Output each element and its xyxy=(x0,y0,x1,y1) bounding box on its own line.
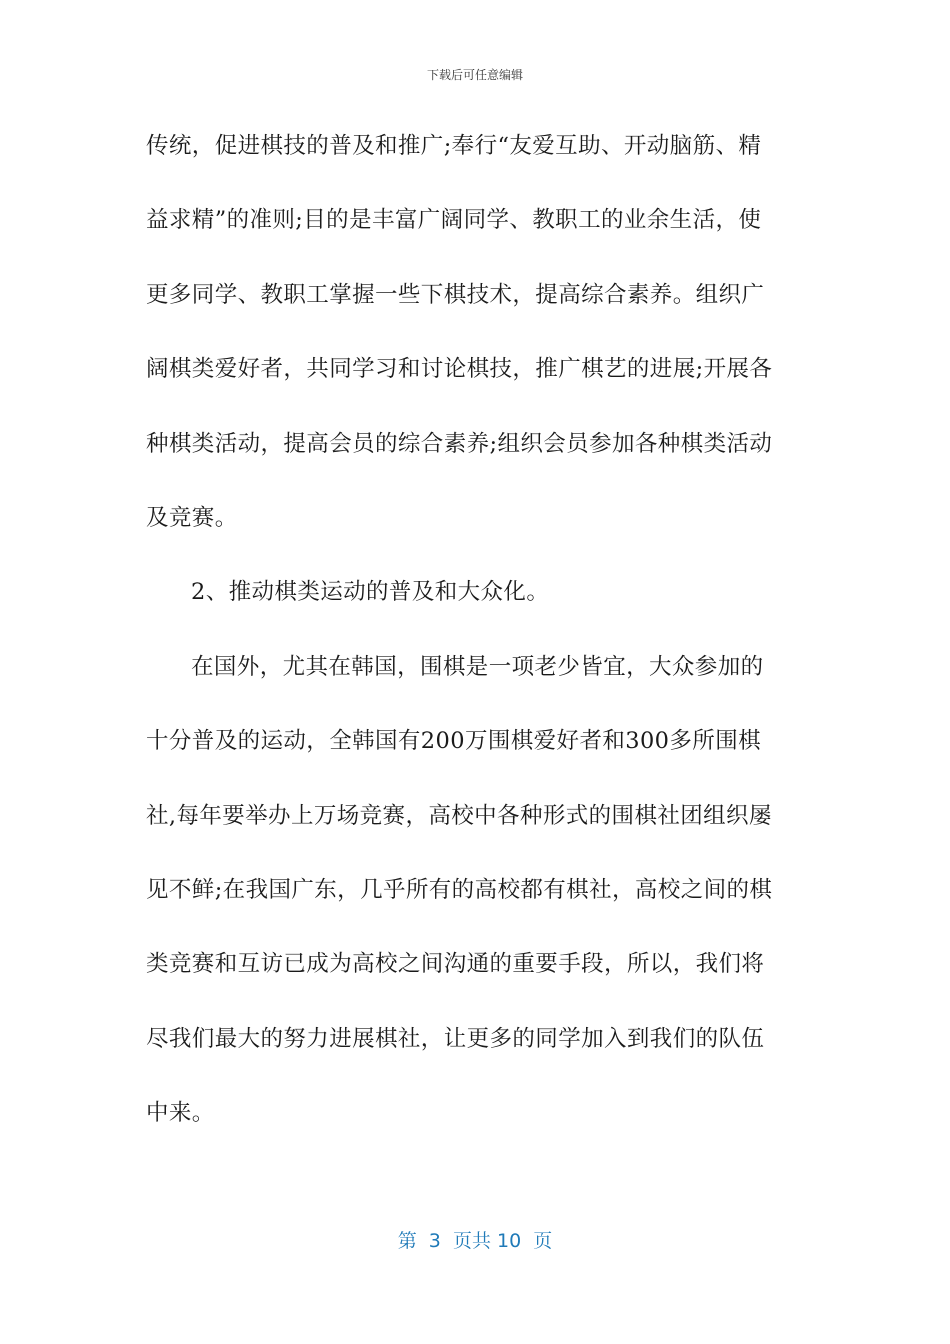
text-line: 种棋类活动，提高会员的综合素养;组织会员参加各种棋类活动 xyxy=(146,430,773,457)
text-line: 十分普及的运动，全韩国有200万围棋爱好者和300多所围棋 xyxy=(146,728,761,755)
text-line: 益求精”的准则;目的是丰富广阔同学、教职工的业余生活，使 xyxy=(146,207,762,234)
text-line: 阔棋类爱好者，共同学习和讨论棋技，推广棋艺的进展;开展各 xyxy=(146,356,773,383)
text-line: 类竞赛和互访已成为高校之间沟通的重要手段，所以，我们将 xyxy=(146,951,765,978)
section-heading: 2、推动棋类运动的普及和大众化。 xyxy=(191,579,550,606)
text-line: 尽我们最大的努力进展棋社，让更多的同学加入到我们的队伍 xyxy=(146,1025,765,1052)
text-line: 见不鲜;在我国广东，几乎所有的高校都有棋社，高校之间的棋 xyxy=(146,876,773,903)
text-line: 社,每年要举办上万场竞赛，高校中各种形式的围棋社团组织屡 xyxy=(146,802,772,829)
text-line: 及竞赛。 xyxy=(146,504,238,531)
document-body xyxy=(146,124,806,1165)
text-line: 传统，促进棋技的普及和推广;奉行“友爱互助、开动脑筋、精 xyxy=(146,133,762,159)
text-line: 更多同学、教职工掌握一些下棋技术，提高综合素养。组织广 xyxy=(146,281,765,308)
paragraph-start-line: 在国外，尤其在韩国，围棋是一项老少皆宜，大众参加的 xyxy=(191,653,764,680)
page-number-footer: 第 3 页共 10 页 xyxy=(397,1230,553,1252)
page-header: 下载后可任意编辑 xyxy=(426,68,523,82)
text-line: 中来。 xyxy=(146,1100,215,1127)
